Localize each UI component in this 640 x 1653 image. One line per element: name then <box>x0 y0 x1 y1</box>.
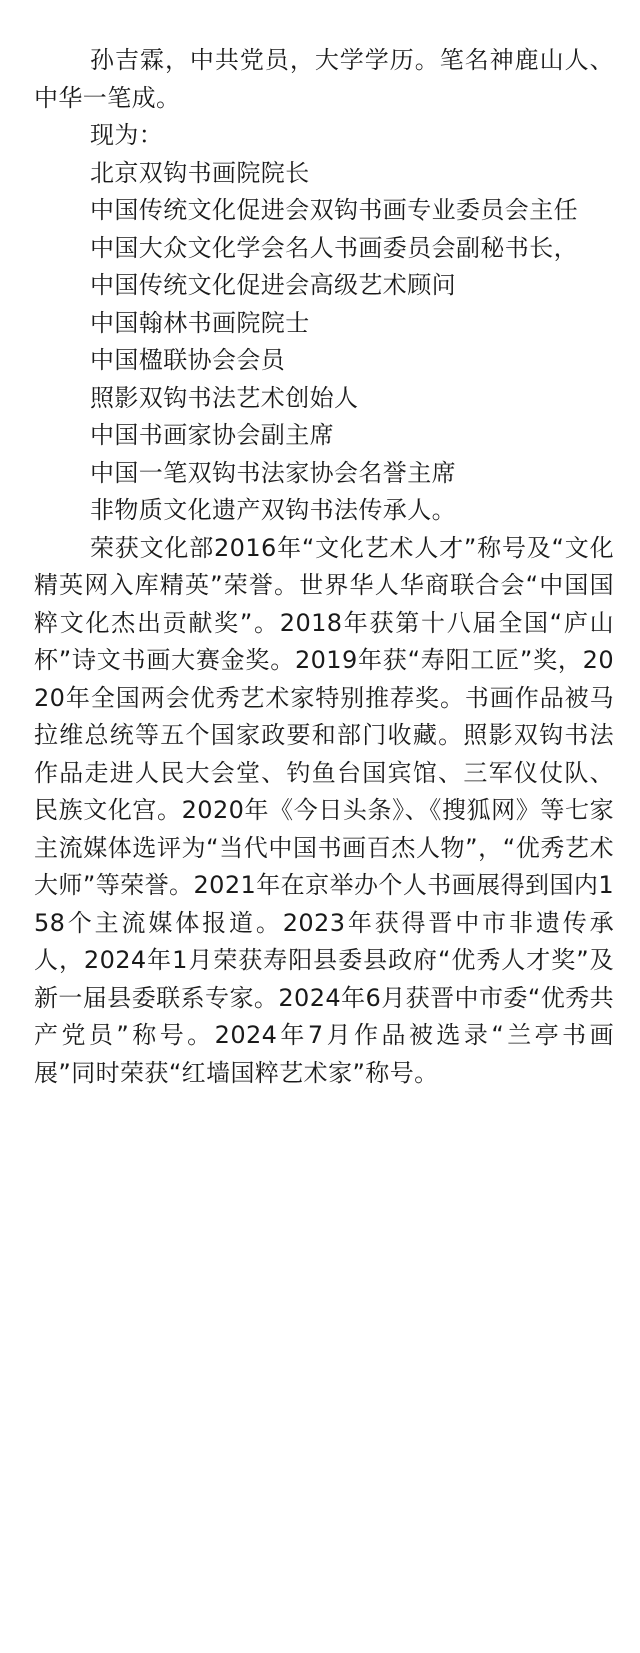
position-item: 中国一笔双钩书法家协会名誉主席 <box>90 458 456 487</box>
position-item: 非物质文化遗产双钩书法传承人。 <box>90 496 456 524</box>
intro-paragraph: 孙吉霖，中共党员，大学学历。笔名神鹿山人、中华一笔成。 <box>34 46 614 112</box>
position-item: 中国传统文化促进会高级艺术顾问 <box>90 271 456 299</box>
honors-paragraph: 荣获文化部2016年“文化艺术人才”称号及“文化精英网入库精英”荣誉。世界华人华商联合会“中国国粹文化杰出贡献奖”。2018年获第十八届全国“庐山杯”诗文书画大赛金奖。2019年获“寿阳工匠”奖，2020年全国两会优秀艺术家特别推荐奖。书画作品被马拉维总统等五个国家政要和部门收藏。照影双钩书法作品走进人民大会堂、钓鱼台国宾馆、三军仪仗队、民族文化宫。2020年《今日头条》、《搜狐网》等七家主流媒体选评为“当代中国书画百杰人物”，“优秀艺术大师”等荣誉。2021年在京举办个人书画展得到国内158个主流媒体报道。2023年获得晋中市非遗传承人，2024年1月荣获寿阳县委县政府“优秀人才奖”及新一届县委联系专家。2024年6月获晋中市委“优秀共产党员”称号。2024年7月作品被选录“兰亭书画展”同时荣获“红墙国粹艺术家”称号。 <box>34 533 614 1087</box>
position-item: 北京双钩书画院院长 <box>90 158 310 187</box>
position-item: 中国传统文化促进会双钩书画专业委员会主任 <box>90 196 578 224</box>
position-item: 中国大众文化学会名人书画委员会副秘书长， <box>90 233 578 262</box>
position-item: 中国翰林书画院院士 <box>90 308 310 337</box>
current-positions-heading: 现为： <box>90 121 164 149</box>
position-item: 中国楹联协会会员 <box>90 346 286 374</box>
position-item: 中国书画家协会副主席 <box>90 421 334 449</box>
position-item: 照影双钩书法艺术创始人 <box>90 383 359 412</box>
document-body <box>34 42 614 1092</box>
